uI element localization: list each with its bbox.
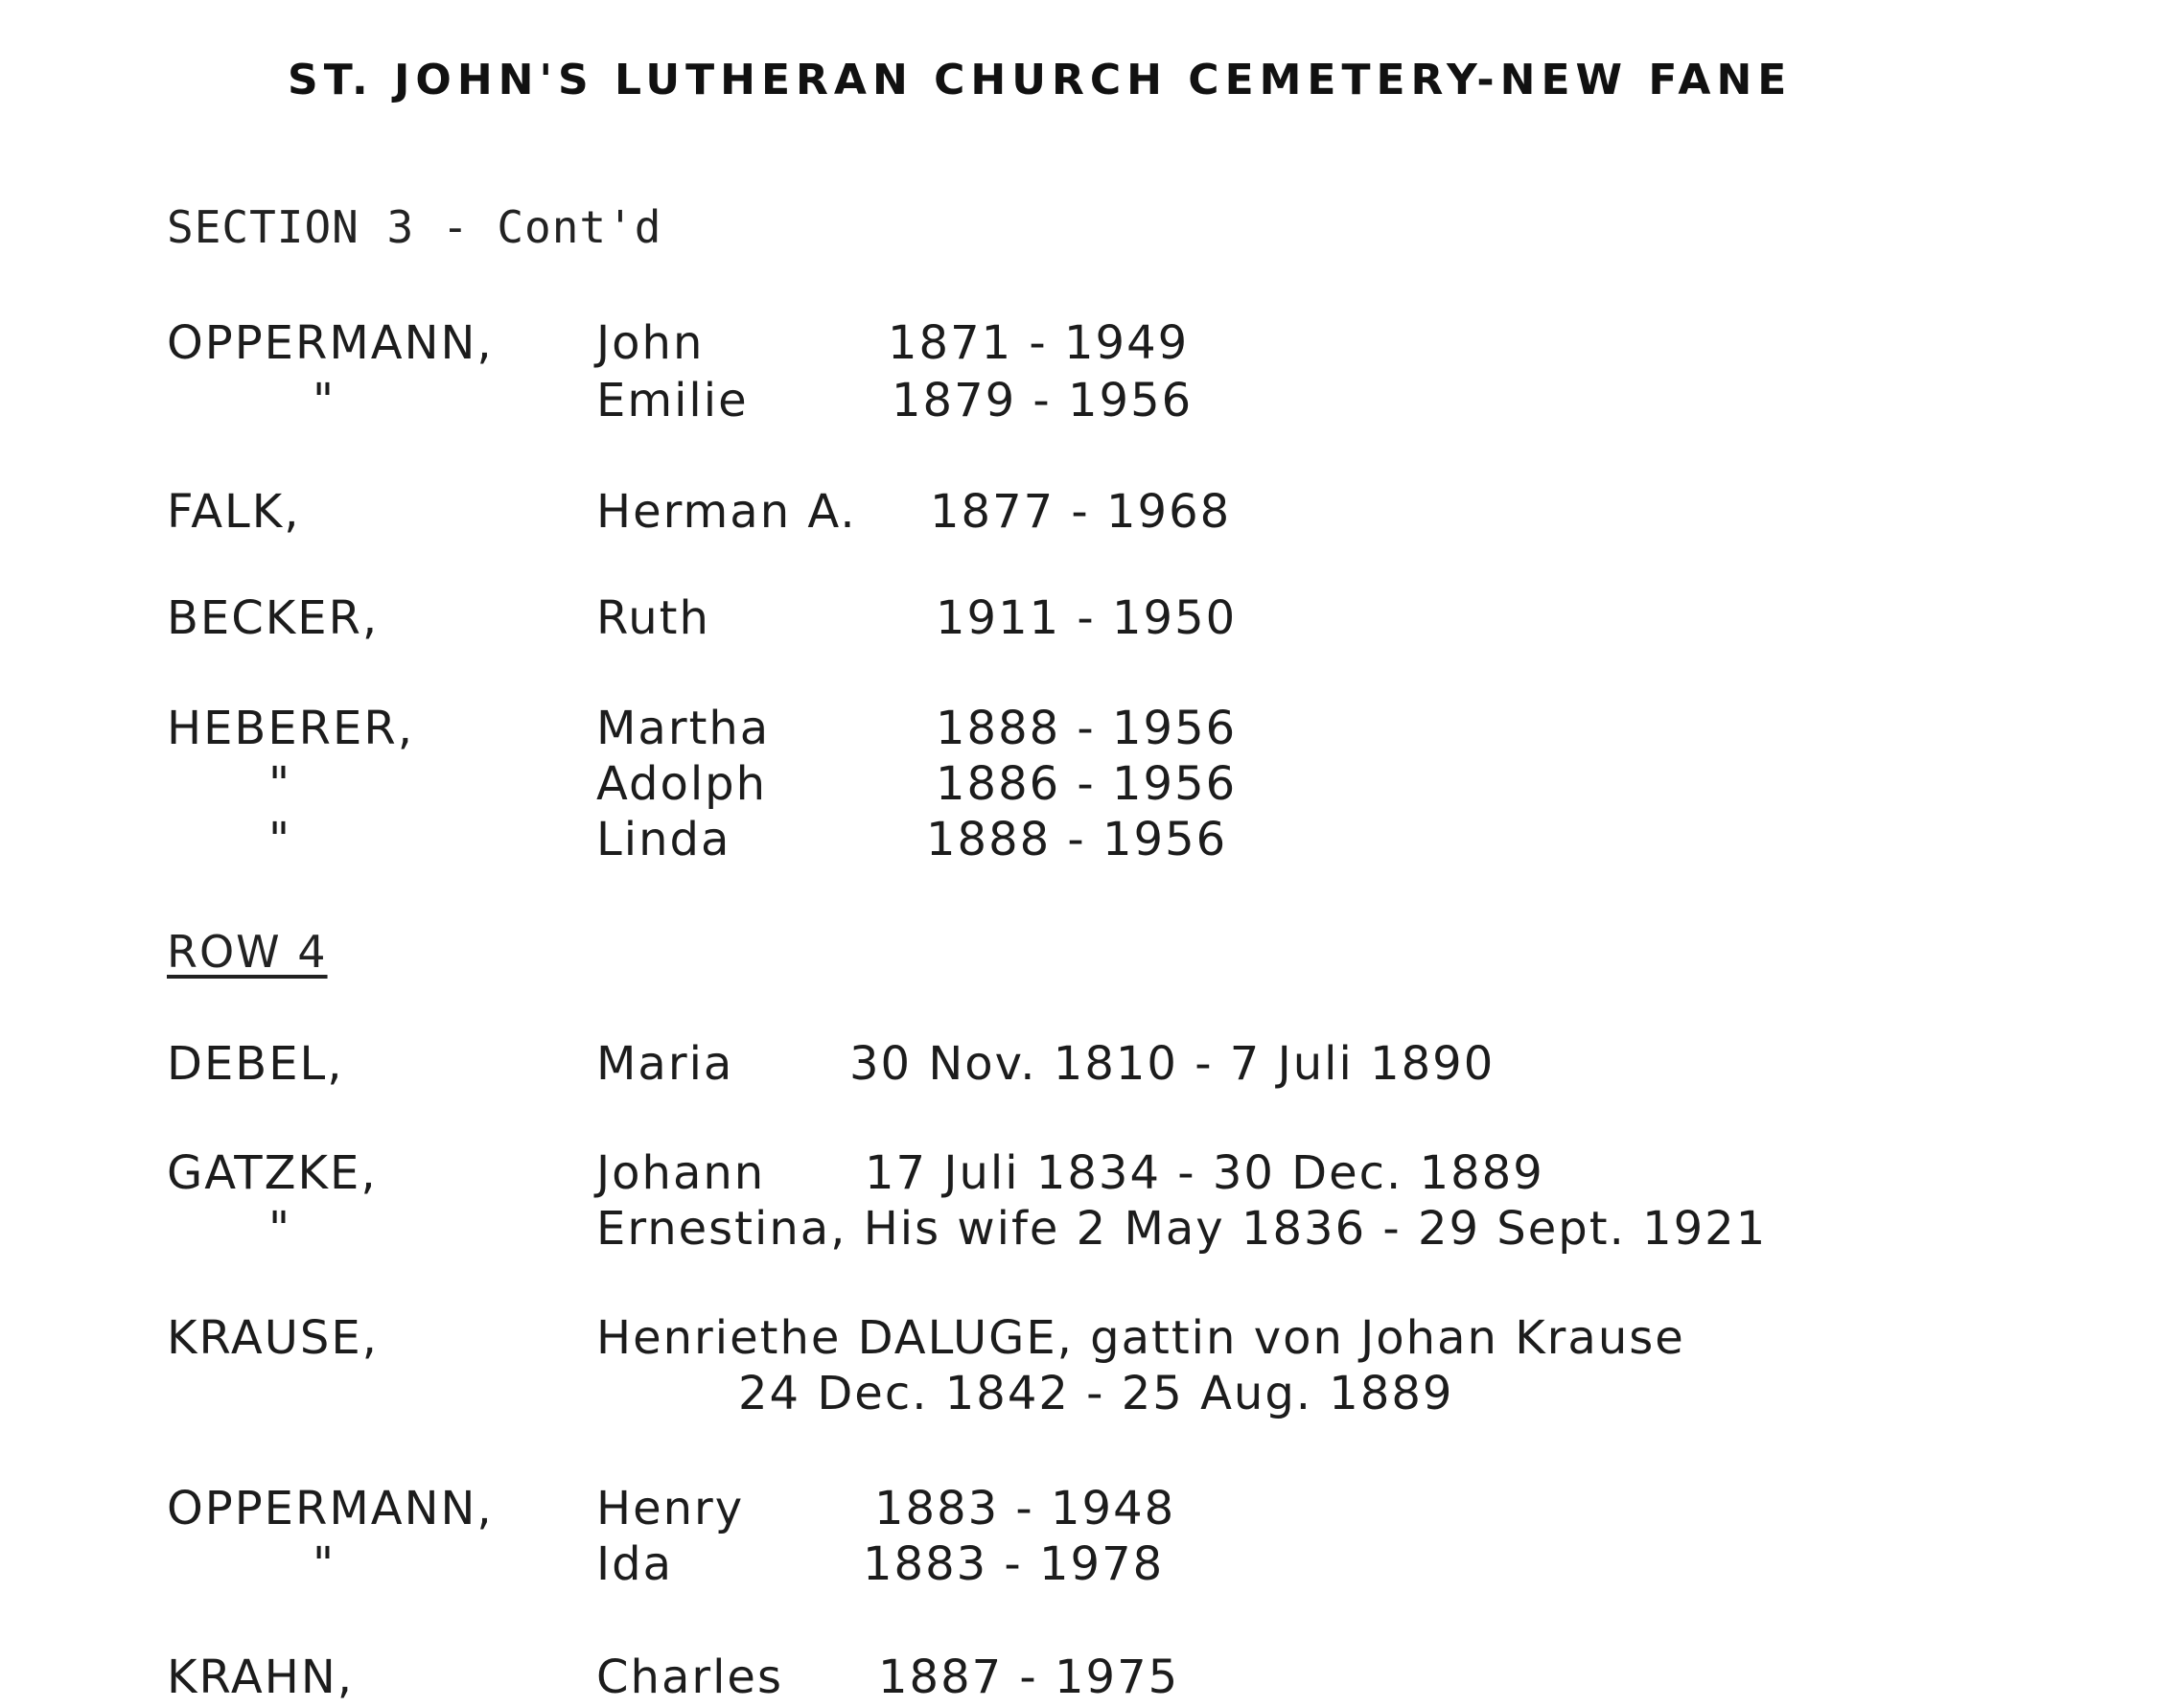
given-name: Henry	[596, 1482, 745, 1535]
entry-line	[0, 1537, 1917, 1595]
section-heading: SECTION 3 - Cont'd	[167, 201, 662, 253]
surname: OPPERMANN,	[167, 316, 494, 370]
entry-line	[0, 1367, 1917, 1424]
given-name: Emilie	[596, 374, 749, 427]
ditto-mark: "	[313, 1537, 336, 1591]
given-name: Herman A.	[596, 485, 857, 539]
life-dates: 1887 - 1975	[878, 1650, 1180, 1704]
entry-line	[0, 316, 1917, 374]
given-name: John	[596, 316, 705, 370]
life-dates: 1883 - 1948	[874, 1482, 1176, 1535]
life-dates: 17 Juli 1834 - 30 Dec. 1889	[865, 1146, 1544, 1200]
given-name: Adolph	[596, 757, 768, 811]
life-dates: 30 Nov. 1810 - 7 Juli 1890	[849, 1037, 1496, 1091]
entry-line	[0, 1037, 1917, 1095]
surname: KRAUSE,	[167, 1311, 379, 1365]
entry-text: Ernestina, His wife 2 May 1836 - 29 Sept. 1921	[596, 1202, 1768, 1256]
given-name: Ruth	[596, 591, 710, 645]
surname: FALK,	[167, 485, 301, 539]
entry-line	[0, 1650, 1917, 1708]
entry-line	[0, 702, 1917, 759]
life-dates: 1888 - 1956	[936, 702, 1238, 755]
given-name: Maria	[596, 1037, 734, 1091]
life-dates: 1877 - 1968	[930, 485, 1232, 539]
given-name: Charles	[596, 1650, 783, 1704]
entry-line	[0, 591, 1917, 649]
life-dates: 1888 - 1956	[926, 813, 1228, 866]
given-name: Ida	[596, 1537, 674, 1591]
ditto-mark: "	[268, 757, 292, 811]
surname: OPPERMANN,	[167, 1482, 494, 1535]
surname: DEBEL,	[167, 1037, 344, 1091]
ditto-mark: "	[268, 1202, 292, 1256]
surname: GATZKE,	[167, 1146, 378, 1200]
surname: BECKER,	[167, 591, 380, 645]
ditto-mark: "	[313, 374, 336, 427]
entry-text: Henriethe DALUGE, gattin von Johan Krause	[596, 1311, 1685, 1365]
given-name: Martha	[596, 702, 771, 755]
row-heading: ROW 4	[167, 926, 328, 978]
entry-line	[0, 374, 1917, 431]
entry-line	[0, 1311, 1917, 1369]
entry-line	[0, 485, 1917, 542]
entry-continuation: 24 Dec. 1842 - 25 Aug. 1889	[738, 1367, 1454, 1420]
given-name: Linda	[596, 813, 731, 866]
life-dates: 1871 - 1949	[888, 316, 1190, 370]
entry-line	[0, 757, 1917, 815]
entry-line	[0, 1202, 1917, 1259]
entry-line	[0, 1482, 1917, 1539]
page-title: ST. JOHN'S LUTHERAN CHURCH CEMETERY-NEW FANE	[288, 56, 1793, 104]
surname: KRAHN,	[167, 1650, 354, 1704]
life-dates: 1911 - 1950	[936, 591, 1238, 645]
ditto-mark: "	[268, 813, 292, 866]
entry-line	[0, 813, 1917, 870]
life-dates: 1886 - 1956	[936, 757, 1238, 811]
life-dates: 1883 - 1978	[863, 1537, 1165, 1591]
entry-line	[0, 1146, 1917, 1204]
given-name: Johann	[596, 1146, 766, 1200]
surname: HEBERER,	[167, 702, 414, 755]
life-dates: 1879 - 1956	[892, 374, 1194, 427]
